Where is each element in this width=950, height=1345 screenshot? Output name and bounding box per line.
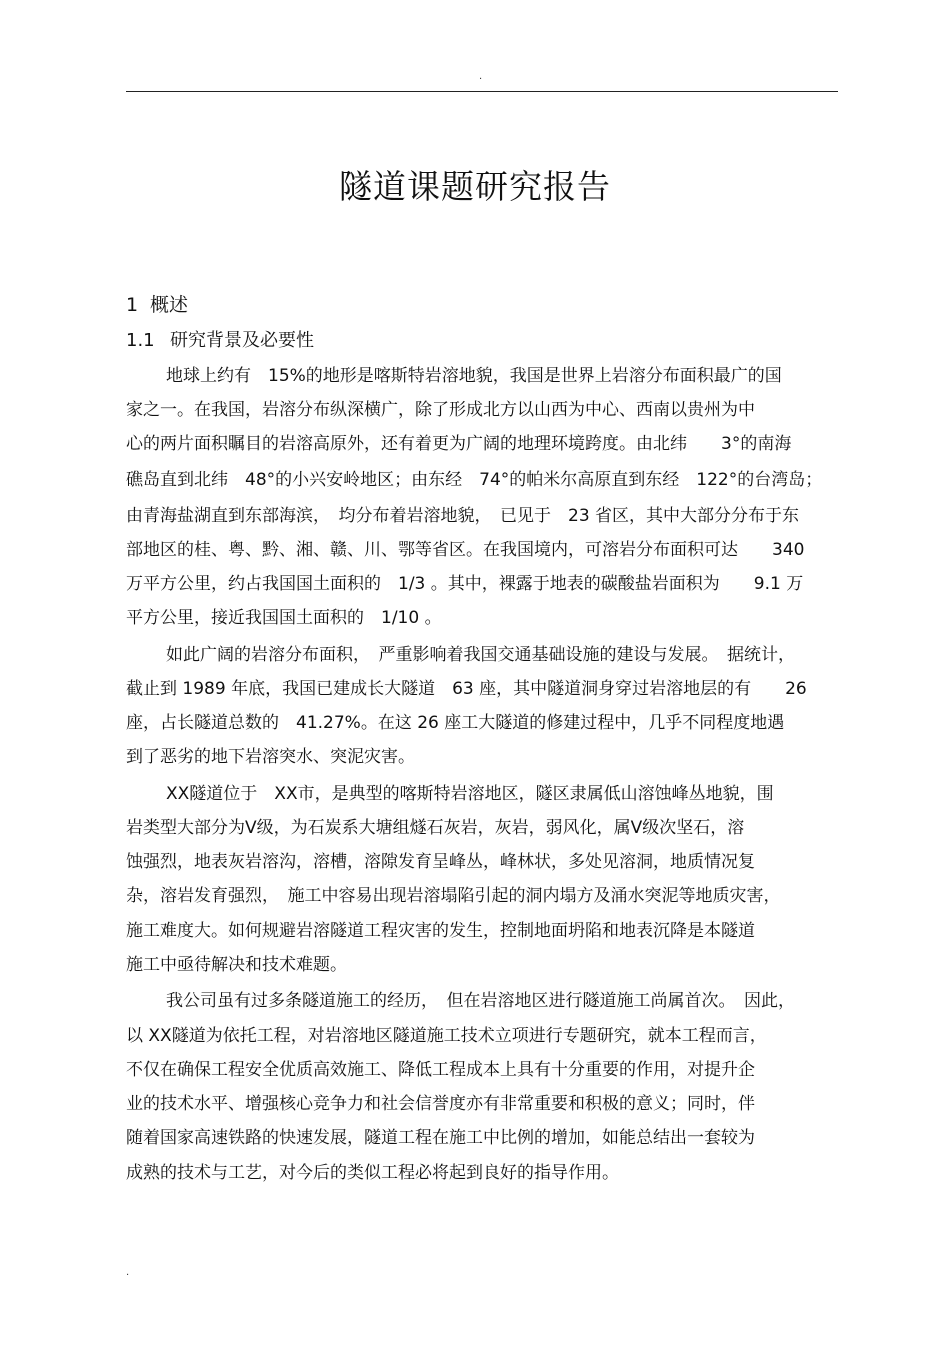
text-line: 心的两片面积瞩目的岩溶高原外，还有着更为广阔的地理环境跨度。由北纬 3°的南海 [126, 434, 792, 454]
section-heading-1 [126, 292, 188, 318]
text-line: XX隧道位于 XX市，是典型的喀斯特岩溶地区，隧区隶属低山溶蚀峰丛地貌，围 [166, 784, 774, 804]
text-line: 家之一。在我国，岩溶分布纵深横广，除了形成北方以山西为中心、西南以贵州为中 [126, 400, 755, 420]
text-line: 施工难度大。如何规避岩溶隧道工程灾害的发生，控制地面坍陷和地表沉降是本隧道 [126, 921, 755, 941]
text-line: 到了恶劣的地下岩溶突水、突泥灾害。 [126, 747, 415, 767]
text-line: 施工中亟待解决和技术难题。 [126, 955, 347, 975]
text-line: 礁岛直到北纬 48°的小兴安岭地区；由东经 74°的帕米尔高原直到东经 122°的台湾岛； [126, 470, 823, 490]
text-line: 蚀强烈，地表灰岩溶沟，溶槽，溶隙发育呈峰丛，峰林状，多处见溶洞，地质情况复 [126, 852, 755, 872]
section-heading-1-1 [126, 328, 314, 354]
text-line: 以 XX隧道为依托工程，对岩溶地区隧道施工技术立项进行专题研究，就本工程而言， [126, 1026, 767, 1046]
text-line: 座，占长隧道总数的 41.27%。在这 26 座工大隧道的修建过程中，几乎不同程度地遇 [126, 713, 785, 733]
footer-mark: . [126, 1267, 130, 1278]
header-mark: . [479, 71, 483, 82]
text-line: 如此广阔的岩溶分布面积， 严重影响着我国交通基础设施的建设与发展。 据统计， [166, 645, 795, 665]
text-line: 不仅在确保工程安全优质高效施工、降低工程成本上具有十分重要的作用，对提升企 [126, 1060, 755, 1080]
text-line: 由青海盐湖直到东部海滨， 均分布着岩溶地貌， 已见于 23 省区，其中大部分分布于东 [126, 506, 800, 526]
text-line: 平方公里，接近我国国土面积的 1/10 。 [126, 608, 442, 628]
section-title: 概述 [150, 294, 189, 316]
text-line: 截止到 1989 年底，我国已建成长大隧道 63 座，其中隧道洞身穿过岩溶地层的有 26 [126, 679, 807, 699]
text-line: 杂，溶岩发育强烈， 施工中容易出现岩溶塌陷引起的洞内塌方及涌水突泥等地质灾害， [126, 886, 781, 906]
text-line: 岩类型大部分为Ⅴ级，为石炭系大塘组燧石灰岩，灰岩，弱风化，属Ⅴ级次坚石，溶 [126, 818, 745, 838]
text-line: 成熟的技术与工艺，对今后的类似工程必将起到良好的指导作用。 [126, 1163, 619, 1183]
subsection-title: 研究背景及必要性 [170, 330, 314, 351]
section-number: 1 [126, 294, 139, 316]
text-line: 业的技术水平、增强核心竞争力和社会信誉度亦有非常重要和积极的意义；同时，伴 [126, 1094, 755, 1114]
text-line: 我公司虽有过多条隧道施工的经历， 但在岩溶地区进行隧道施工尚属首次。 因此， [166, 991, 795, 1011]
text-line: 万平方公里，约占我国国土面积的 1/3 。其中，裸露于地表的碳酸盐岩面积为 9.1 万 [126, 574, 804, 594]
subsection-number: 1.1 [126, 330, 155, 351]
header-rule [126, 91, 838, 92]
text-line: 随着国家高速铁路的快速发展，隧道工程在施工中比例的增加，如能总结出一套较为 [126, 1128, 755, 1148]
document-title: 隧道课题研究报告 [339, 167, 611, 206]
text-line: 地球上约有 15%的地形是喀斯特岩溶地貌，我国是世界上岩溶分布面积最广的国 [166, 366, 782, 386]
text-line: 部地区的桂、粤、黔、湘、赣、川、鄂等省区。在我国境内，可溶岩分布面积可达 340 [126, 540, 805, 560]
